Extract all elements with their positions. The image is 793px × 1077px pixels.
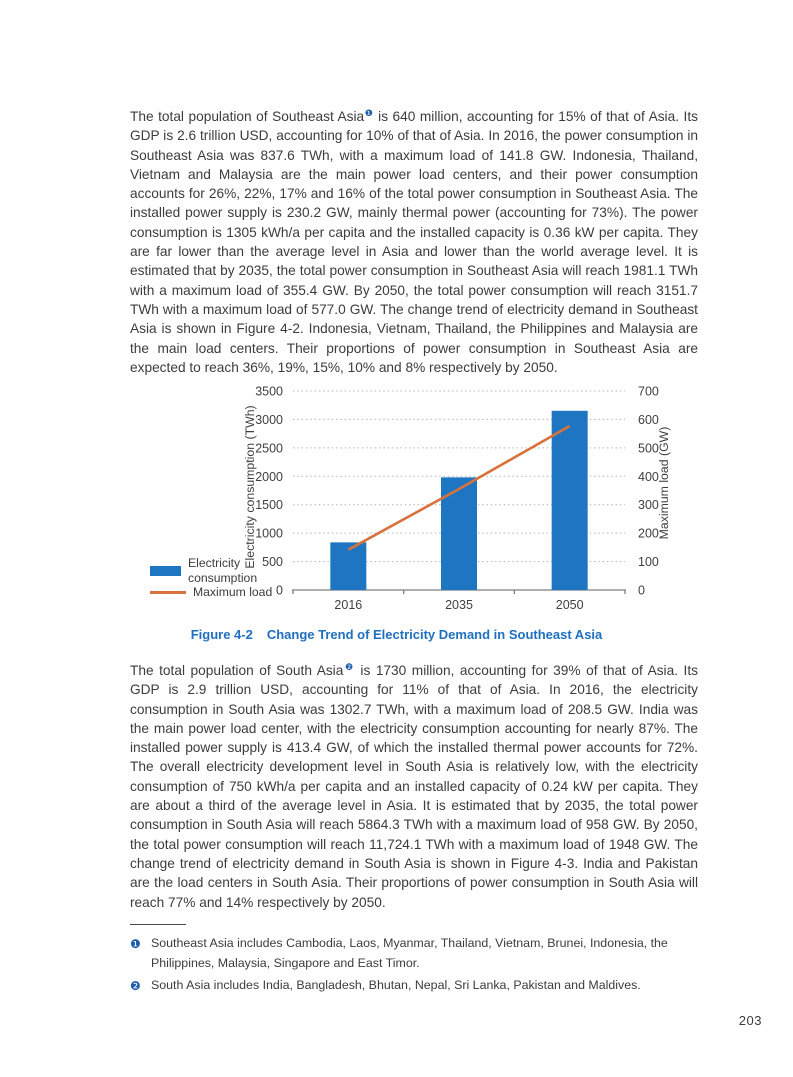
x-axis-category-label: 2035 [445,598,473,612]
right-axis-tick-label: 200 [638,526,659,541]
left-axis-tick-label: 2000 [255,469,283,484]
right-axis-tick-label: 500 [638,441,659,456]
chart-legend [150,556,280,600]
paragraph-southeast-asia [130,107,698,377]
footnote-1-marker-icon: ❶ [130,937,141,951]
left-axis-tick-label: 500 [262,555,283,570]
x-axis-category-label: 2050 [555,598,584,612]
paragraph-lead: The total population of South Asia [130,663,344,678]
footnote-2-text: South Asia includes India, Bangladesh, Bhutan, Nepal, Sri Lanka, Pakistan and Maldives. [151,978,641,992]
paragraph-body: is 640 million, accounting for 15% of that of Asia. Its GDP is 2.6 trillion USD, accounting for 10% of that of Asia. In 2016, the power consumption in Southeast Asia was 837.6 TWh, with a maximum load of 141.8 GW. Indonesia, Thailand, Vietnam and Malaysia are the main power load centers, and their power consumption accounts for 26%, 22%, 17% and 16% of the total power consumption in Southeast Asia. The installed power supply is 230.2 GW, mainly thermal power (accounting for 73%). The power consumption is 1305 kWh/a per capita and the installed capacity is 0.36 kW per capita. They are far lower than the average level in Asia and lower than the world average level. It is estimated that by 2035, the total power consumption in Southeast Asia will reach 1981.1 TWh with a maximum load of 355.4 GW. By 2050, the total power consumption will reach 3151.7 TWh with a maximum load of 577.0 GW. The change trend of electricity demand in Southeast Asia is shown in Figure 4-2. Indonesia, Vietnam, Thailand, the Philippines and Malaysia are the main load centers. Their proportions of power consumption in Southeast Asia are expected to reach 36%, 19%, 15%, 10% and 8% respectively by 2050. [130,109,698,375]
right-axis-tick-label: 300 [638,498,659,513]
right-axis-tick-label: 700 [638,384,659,399]
bar-2050 [552,411,588,590]
legend-label: Maximum load [193,585,273,599]
footnote-ref-1-icon: ❶ [364,109,374,119]
right-axis-tick-label: 0 [638,583,645,598]
right-axis-tick-label: 400 [638,469,659,484]
page-number: 203 [738,1013,762,1028]
paragraph-lead: The total population of Southeast Asia [130,109,365,124]
figure-caption-label: Figure 4-2 [190,627,253,642]
left-axis-tick-label: 3500 [255,384,283,399]
left-axis-tick-label: 3000 [255,412,283,427]
left-axis-tick-label: 1000 [255,526,283,541]
left-axis-tick-label: 1500 [255,498,283,513]
legend-label: Electricity consumption [188,556,258,585]
x-axis-category-label: 2016 [334,598,363,612]
footnote-ref-2-icon: ❷ [343,663,355,673]
footnote-separator [130,924,186,925]
y-axis-left-title: Electricity consumption (TWh) [243,405,257,569]
right-axis-tick-label: 600 [638,412,659,427]
footnote-1-text: Southeast Asia includes Cambodia, Laos, Myanmar, Thailand, Vietnam, Brunei, Indonesia, the Philippines, Malaysia, Singapore and East Timor. [151,936,668,970]
legend-item-electricity-consumption [150,556,280,585]
footnotes-section [130,934,704,1000]
left-axis-tick-label: 0 [276,583,283,598]
figure-4-2-chart [140,380,760,632]
footnote-1 [130,934,704,973]
footnote-2-marker-icon: ❷ [130,979,141,993]
figure-caption-title: Change Trend of Electricity Demand in Southeast Asia [266,627,603,642]
legend-item-maximum-load [150,585,280,600]
figure-caption [0,627,793,642]
y-axis-right-title: Maximum load (GW) [657,426,671,540]
paragraph-south-asia [130,661,698,912]
bar-swatch-icon [150,566,181,576]
left-axis-tick-label: 2500 [255,441,283,456]
bar-2035 [441,477,477,590]
right-axis-tick-label: 100 [638,555,659,570]
footnote-2 [130,976,704,997]
paragraph-body: is 1730 million, accounting for 39% of that of Asia. Its GDP is 2.9 trillion USD, accounting for 11% of that of Asia. In 2016, the electricity consumption in South Asia was 1302.7 TWh, with a maximum load of 208.5 GW. India was the main power load center, with the electricity consumption accounting for nearly 87%. The installed power supply is 413.4 GW, of which the installed thermal power accounts for 72%. The overall electricity development level in South Asia is relatively low, with the electricity consumption of 750 kWh/a per capita and an installed capacity of 0.24 kW per capita. They are about a third of the average level in Asia. It is estimated that by 2035, the total power consumption in South Asia will reach 5864.3 TWh with a maximum load of 958 GW. By 2050, the total power consumption will reach 11,724.1 TWh with a maximum load of 1948 GW. The change trend of electricity demand in South Asia is shown in Figure 4-3. India and Pakistan are the load centers in South Asia. Their proportions of power consumption in South Asia will reach 77% and 14% respectively by 2050. [130,663,698,910]
line-swatch-icon [150,591,186,594]
